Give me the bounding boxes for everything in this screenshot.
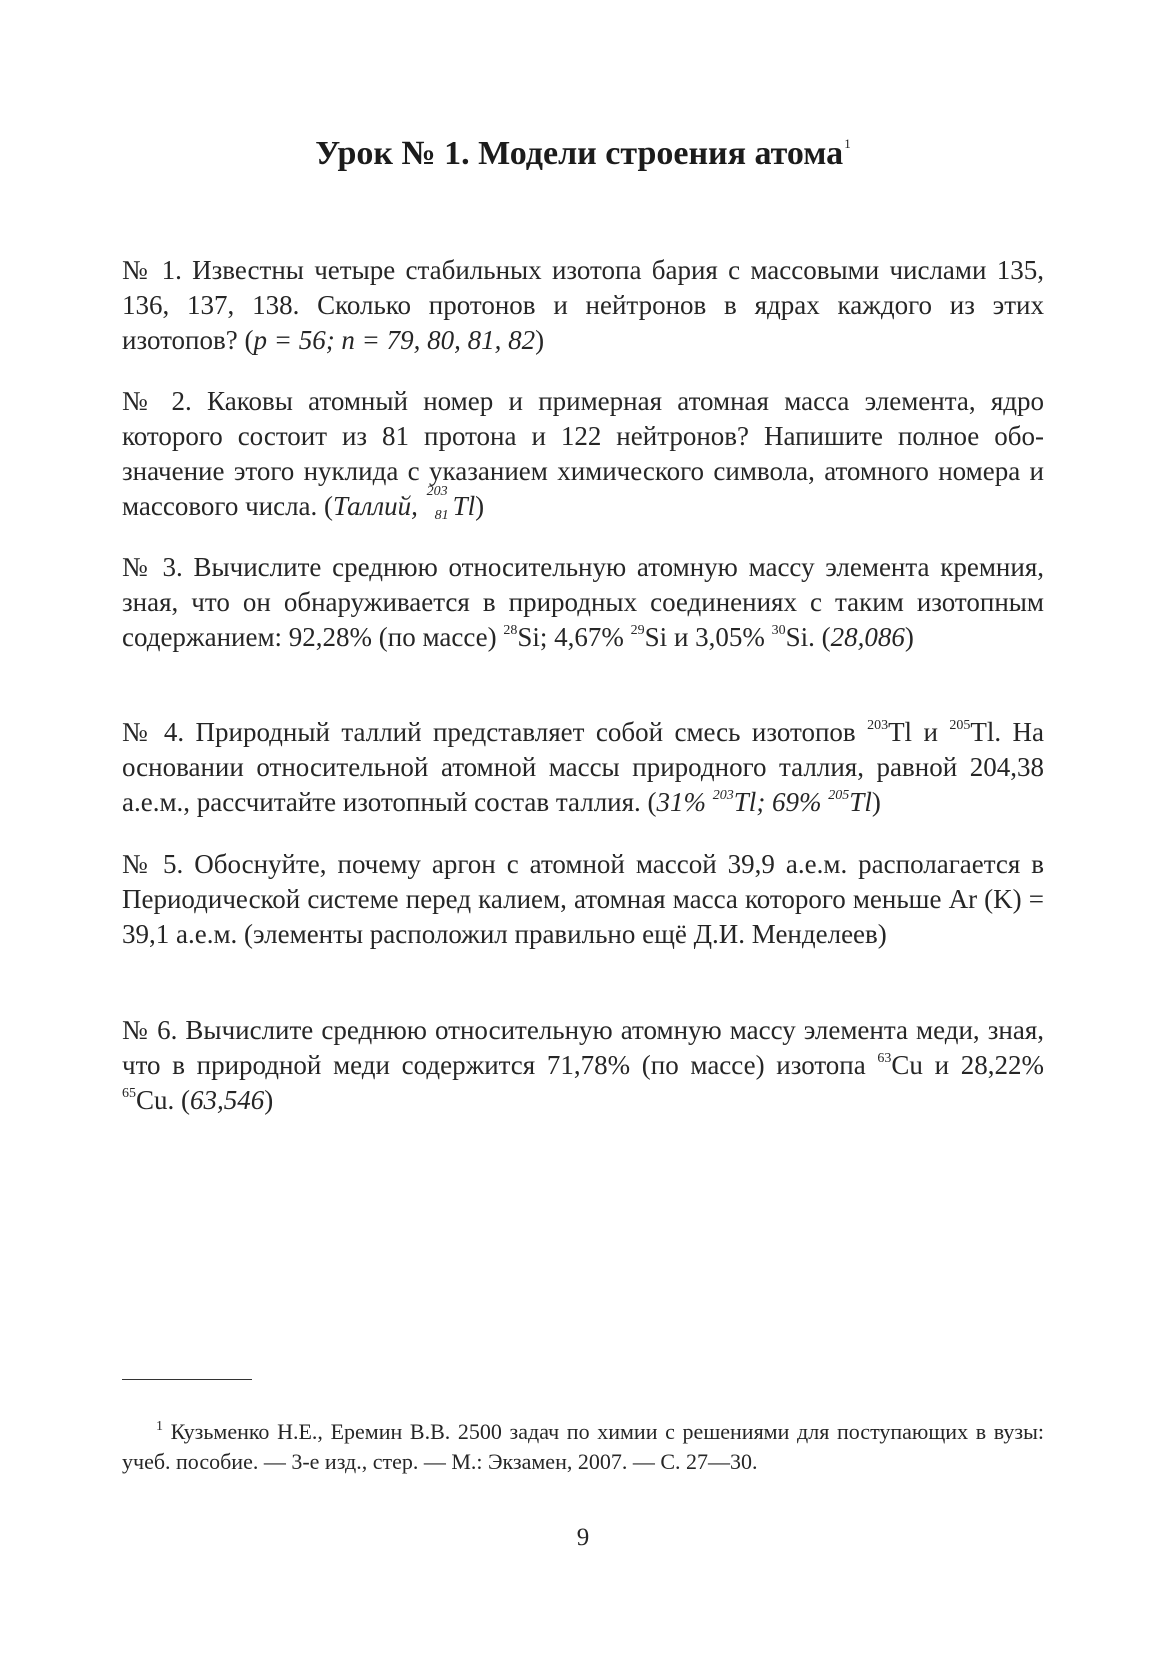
footnote-separator	[122, 1379, 252, 1380]
problem-4-text: № 4. Природный таллий представляет собой смесь изотопов	[122, 717, 868, 747]
isotope-symbol: Cu	[136, 1085, 168, 1115]
problem-4-close: )	[871, 787, 881, 817]
lesson-title	[0, 134, 1166, 174]
footnote	[122, 1417, 1044, 1477]
isotope-symbol: Tl	[970, 717, 995, 747]
isotope-symbol: Tl	[733, 787, 757, 817]
problem-5-text: № 5. Обоснуйте, почему аргон с атомной массой 39,9 а.е.м. располагается в Периодической системе перед калием, атомная масса которого меньше Ar (K) = 39,1 а.е.м. (элементы расположил правильно ещё Д.И. Менделеев)	[122, 849, 1044, 949]
problem-3-text: № 3. Вычислите среднюю относительную атомную массу элемента кремния, зная, что он обнаруживается в природных соединениях с таким изотопным содержанием: 92,28% (по массе)	[122, 552, 1044, 652]
problem-2-close: )	[475, 491, 485, 521]
footnote-mark: 1	[156, 1419, 163, 1434]
isotope-symbol: Si	[785, 622, 809, 652]
problem-3-text: и 3,05%	[667, 622, 772, 652]
problem-6-text: и 28,22%	[922, 1050, 1044, 1080]
isotope-mass: 65	[122, 1086, 136, 1101]
isotope-mass: 28	[503, 623, 518, 638]
isotope-symbol: Si	[644, 622, 668, 652]
problem-4-answer	[657, 787, 872, 817]
problem-3-text: ; 4,67%	[539, 622, 631, 652]
isotope-mass: 30	[771, 623, 786, 638]
problem-6-text: № 6. Вычислите среднюю относительную атомную массу элемента меди, зная, что в природной меди содержится 71,78% (по массе) изотопа	[122, 1015, 1044, 1080]
problem-4-text: . На основании относительной атомной массы природного таллия, равной 204,38 а.е.м., рассчитайте изотопный состав таллия. (	[122, 717, 1044, 817]
isotope-symbol: Tl	[888, 717, 913, 747]
answer-part: ; 69%	[756, 787, 829, 817]
isotope-mass: 63	[877, 1051, 892, 1066]
problem-6	[122, 1013, 1044, 1118]
problem-4-text: и	[912, 717, 950, 747]
nuclide-mass-number: 203	[426, 484, 448, 499]
title-footnote-mark: 1	[844, 136, 851, 151]
problem-2-answer: Таллий,	[333, 491, 425, 521]
footnote-text: Кузьменко Н.Е., Еремин В.В. 2500 задач по химии с решениями для поступающих в вузы: учеб. пособие. — 3-е изд., стер. — М.: Экзамен, 2007. — С. 27—30.	[122, 1419, 1044, 1474]
problem-1-text: № 1. Известны четыре стабильных изотопа бария с массовыми числами 135, 136, 137, 138. Сколько протонов и нейтронов в ядрах каждого из этих изотопов? (	[122, 255, 1044, 355]
problem-2-text: № 2. Каковы атомный номер и примерная атомная масса элемента, ядро которого состоит из 81 протона и 122 нейтронов? Напишите полное обозначение этого нуклида с указанием химического символа, атомного номера и массового числа. (	[122, 386, 1044, 521]
lesson-title-text: Урок № 1. Модели строения атома	[315, 135, 844, 172]
isotope-symbol: Si	[517, 622, 540, 652]
isotope-mass: 29	[630, 623, 645, 638]
problem-3-answer: 28,086	[830, 622, 905, 652]
problem-5	[122, 847, 1044, 952]
problem-3	[122, 550, 1044, 655]
nuclide-atomic-number: 81	[434, 508, 449, 523]
isotope-mass: 205	[949, 718, 971, 733]
problem-3-text: . (	[808, 622, 831, 652]
problem-1	[122, 253, 1044, 358]
problem-6-close: )	[264, 1085, 274, 1115]
problem-2-nuclide	[425, 484, 476, 524]
isotope-mass: 203	[867, 718, 889, 733]
problem-6-answer: 63,546	[190, 1085, 265, 1115]
problem-4	[122, 715, 1044, 820]
problem-3-close: )	[904, 622, 914, 652]
problem-1-answer: p = 56; n = 79, 80, 81, 82	[253, 325, 536, 355]
problem-6-text: . (	[167, 1085, 191, 1115]
problem-1-close: )	[535, 325, 545, 355]
answer-part: 31%	[656, 787, 713, 817]
isotope-symbol: Tl	[849, 787, 872, 817]
problem-2	[122, 384, 1044, 524]
page-number: 9	[576, 1524, 590, 1551]
isotope-mass: 205	[828, 788, 850, 803]
nuclide-symbol: Tl	[452, 491, 476, 521]
isotope-mass: 203	[712, 788, 734, 803]
isotope-symbol: Cu	[891, 1050, 923, 1080]
